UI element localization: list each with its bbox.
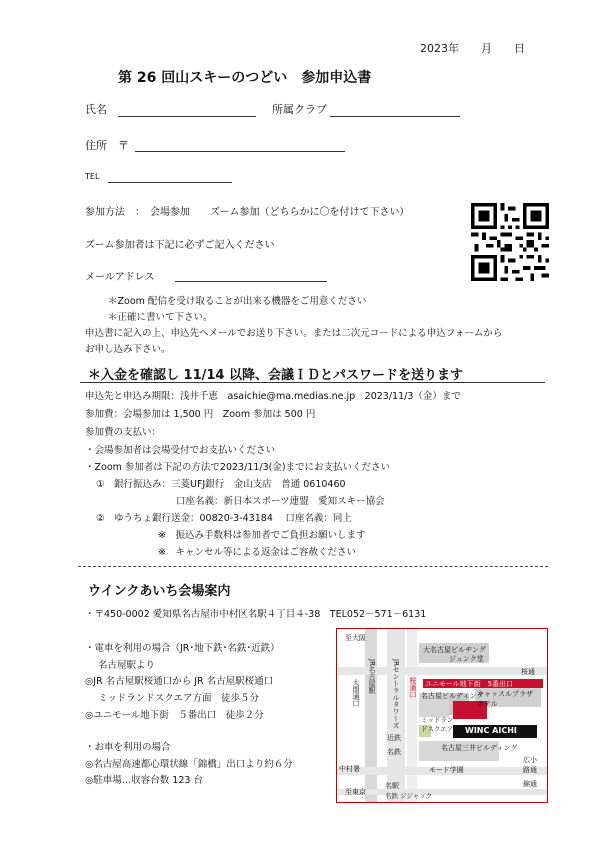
refund-note: ※ キャンセル等による返金はご容赦ください bbox=[158, 547, 356, 558]
map-label-midland: ミッドランドスクエア bbox=[421, 716, 454, 733]
venue-heading: ウインクあいち会場案内 bbox=[88, 584, 231, 599]
club-field[interactable] bbox=[330, 116, 460, 117]
map-label-nakamura: 中村署 bbox=[339, 765, 360, 773]
map-label-meitetsu: 名鉄 bbox=[387, 748, 401, 756]
name-field[interactable] bbox=[118, 116, 256, 117]
map-label-sakuradori: 桜通 bbox=[521, 668, 535, 676]
train-from: 名古屋駅より bbox=[98, 660, 156, 671]
map-label-tower: JRセントラルタワーズ bbox=[392, 659, 400, 729]
address-label: 住所 〒 bbox=[85, 139, 129, 152]
payment-heading: 参加費の支払い： bbox=[85, 427, 162, 438]
map-label-jr: JR名古屋駅 bbox=[368, 659, 376, 694]
note-apply-1: 申込書に記入の上、申込先へメールでお送り下さい。または二次元コードによる申込フォームから bbox=[85, 328, 503, 339]
map-label-kintetsu: 近鉄 bbox=[387, 734, 401, 742]
map-label-mitsui: 名古屋三井ビルディング bbox=[441, 744, 518, 752]
map-label-nishiki: 錦通 bbox=[523, 780, 537, 788]
page-title: 第 26 回山スキーのつどい 参加申込書 bbox=[118, 70, 372, 86]
qr-code-icon[interactable] bbox=[468, 203, 552, 281]
deadline-line: 申込先と申込み期限：浅井千恵 asaichie@ma.medias.ne.jp 2023/11/3（金）まで bbox=[85, 391, 461, 402]
club-label: 所属クラブ bbox=[272, 103, 327, 116]
postal-transfer: ② ゆうちょ銀行送金：00820-3-43184 口座名義：同上 bbox=[96, 513, 352, 524]
train-midland: ミッドランドスクエア方面 徒歩５分 bbox=[98, 693, 260, 704]
note-accurate: ＊正確に書いて下さい。 bbox=[108, 312, 213, 323]
email-field[interactable] bbox=[175, 281, 327, 282]
section-divider bbox=[78, 566, 548, 567]
map-label-dainagoya: 大名古屋ビルヂング bbox=[423, 646, 486, 654]
method-line: 参加方法 ： 会場参加 ズーム参加（どちらかに〇を付けて下さい） bbox=[85, 207, 410, 218]
map-label-nagoya-bldg: 名古屋ビルディング bbox=[421, 692, 484, 700]
map-label-mode: モード学園 bbox=[429, 766, 464, 774]
map-label-tokyo: 至東京 bbox=[345, 788, 366, 796]
zoom-note: ズーム参加者は下記に必ずご記入ください bbox=[85, 240, 275, 251]
payment-zoom: ・Zoom 参加者は下記の方法で2023/11/3(金)までにお支払いください bbox=[85, 462, 391, 473]
car-heading: ・お車を利用の場合 bbox=[85, 742, 171, 753]
car-parking: ◎駐車場…収容台数 123 台 bbox=[85, 775, 203, 786]
note-apply-2: お申し込み下さい。 bbox=[85, 344, 171, 355]
headline: ＊入金を確認し 11/14 以降、会議ＩＤとパスワードを送ります bbox=[88, 368, 463, 383]
fee-note: ※ 振込み手数料は参加者でご負担お願いします bbox=[158, 530, 366, 541]
car-route: ◎名古屋高速都心環状線「錦橋」出口より約６分 bbox=[85, 759, 293, 770]
map-label-junkudo: ジュンク堂 bbox=[449, 655, 484, 663]
map-label-meieki: 名駅 bbox=[385, 782, 399, 790]
bank-transfer: ① 銀行振込み：三菱UFJ銀行 金山支店 普通 0610460 bbox=[96, 479, 346, 490]
tel-field[interactable] bbox=[108, 182, 232, 183]
train-unimall: ◎ユニモール地下街 ５番出口 徒歩２分 bbox=[85, 710, 264, 721]
headline-divider bbox=[80, 382, 545, 383]
note-device: ＊Zoom 配信を受け取ることが出来る機器をご用意ください bbox=[108, 296, 367, 307]
map-label-sakura: 桜通口 bbox=[409, 677, 417, 698]
map-label-taiko: 太閤通口 bbox=[352, 679, 360, 707]
fee-line: 参加費：会場参加は 1,500 円 Zoom 参加は 500 円 bbox=[85, 409, 316, 420]
name-label: 氏名 bbox=[85, 103, 107, 116]
map-label-winc: WINC AICHI bbox=[465, 726, 517, 735]
map-label-unimall: ユニモール地下街 5番出口 bbox=[425, 680, 514, 688]
train-jr: ◎JR 名古屋駅桜通口から JR 名古屋駅桜通口 bbox=[85, 676, 274, 687]
date-line: 2023年 月 日 bbox=[420, 42, 525, 55]
account-name: 口座名義：新日本スポーツ連盟 愛知スキー協会 bbox=[176, 496, 385, 507]
map-label-hirokoji: 広小路通 bbox=[523, 756, 537, 774]
map-label-jijack: 名鉄 ジジャック bbox=[385, 792, 433, 800]
venue-map bbox=[336, 628, 548, 803]
venue-address: ・〒450-0002 愛知県名古屋市中村区名駅４丁目４-38 TEL052－571－6131 bbox=[85, 609, 427, 620]
train-heading: ・電車を利用の場合（JR･地下鉄･名鉄･近鉄） bbox=[85, 643, 280, 654]
tel-label: TEL bbox=[85, 172, 100, 181]
map-label-castle: キャッスルプラザ ホテル bbox=[477, 690, 533, 708]
payment-venue: ・会場参加者は会場受付でお支払いください bbox=[85, 445, 276, 456]
email-label: メールアドレス bbox=[85, 272, 155, 283]
address-field[interactable] bbox=[135, 151, 345, 152]
map-label-osaka: 至大阪 bbox=[345, 634, 366, 642]
